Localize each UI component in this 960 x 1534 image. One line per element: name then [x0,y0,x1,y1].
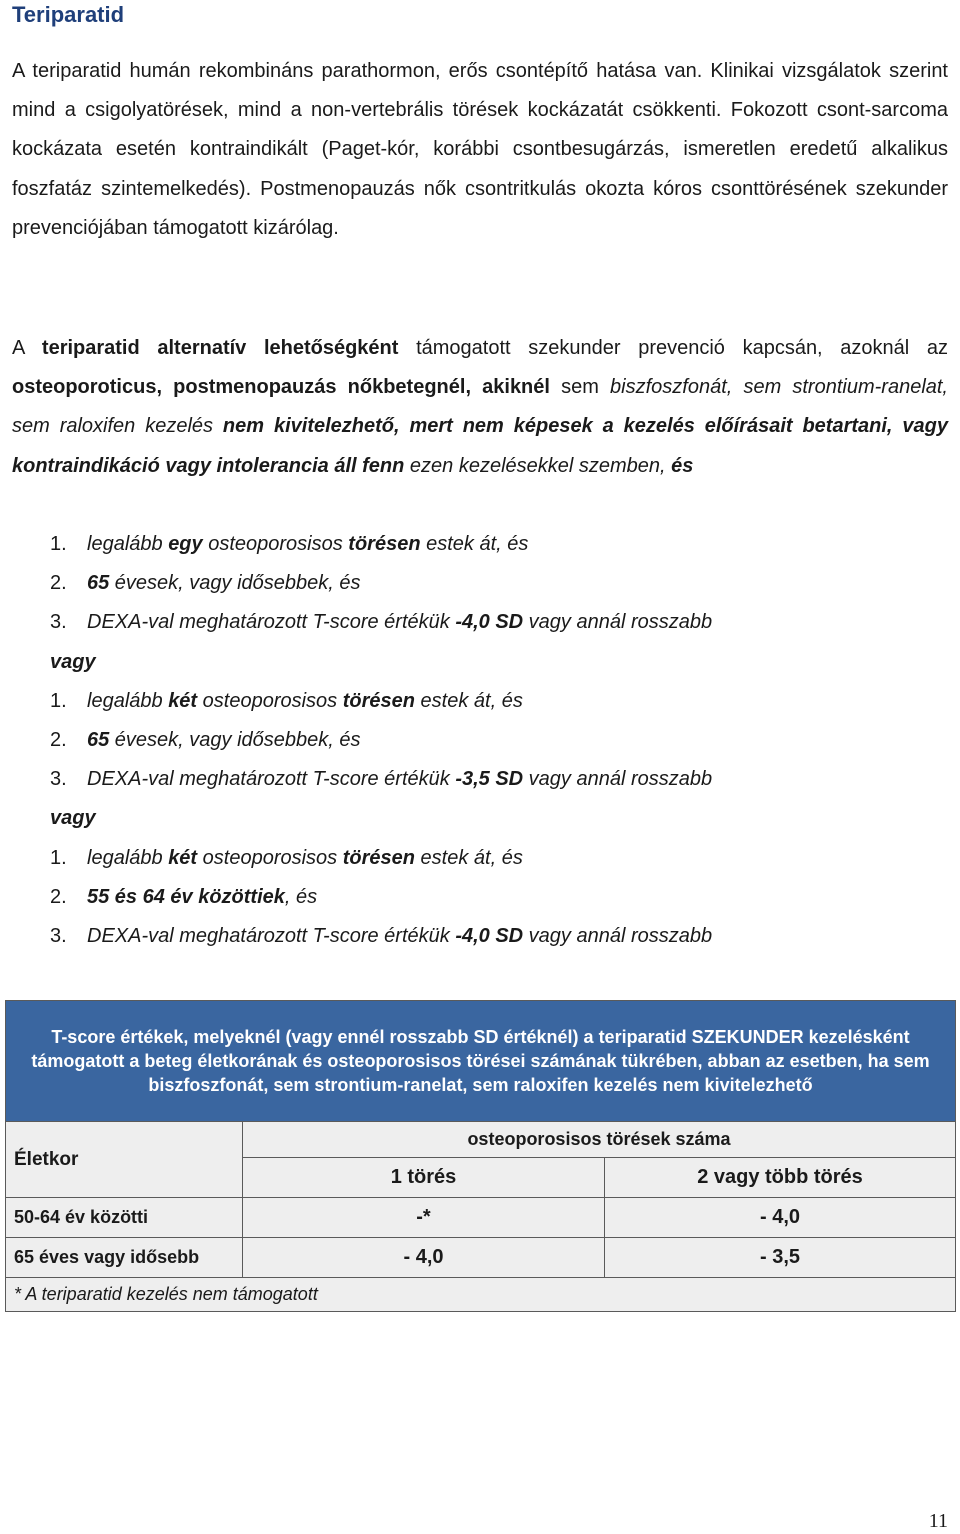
text-run: egy [168,533,203,555]
eligibility-paragraph [12,329,948,486]
text-run: 65 [87,728,110,751]
text-run: törésen [342,689,415,712]
text-run: -4,0 SD [455,924,524,947]
list-item [50,682,930,721]
text-run: két [168,689,198,712]
or-separator [50,799,930,838]
text-run: legalább [87,846,169,869]
text-run: -4,0 SD [455,611,524,634]
list-number: 2. [50,885,67,908]
list-number: 2. [50,728,67,751]
text-run: legalább [87,533,169,555]
row-header-age: Életkor [6,1122,243,1198]
text-run: sem [549,376,611,399]
text-run-italic: ezen kezelésekkel szemben, [404,454,672,477]
text-run: vagy [50,807,96,830]
col-header-1: 1 törés [243,1158,605,1198]
text-run: osteoporosisos [197,846,343,869]
group-header: osteoporosisos törések száma [243,1122,956,1158]
list-number: 1. [50,533,67,555]
text-run: DEXA-val meghatározott T-score értékük [87,924,456,947]
text-run: osteoporosisos [202,533,349,555]
text-run: osteoporosisos [197,689,343,712]
list-number: 3. [50,768,67,791]
text-run: vagy annál rosszabb [523,768,713,791]
table-cell: - 4,0 [243,1238,605,1278]
text-run: A [12,337,42,359]
list-number: 3. [50,924,67,947]
text-run-bold: teriparatid alternatív lehetőségként [41,337,399,359]
list-item [50,917,930,956]
text-run: törésen [342,846,415,869]
list-number: 2. [50,572,67,595]
table-cell: - 3,5 [605,1238,956,1278]
intro-paragraph: A teriparatid humán rekombináns parathormon, erős csontépítő hatása van. Klinikai vizsgálatok szerint mind a csigolyatörések, mind a non-vertebrális törések kockázatát csökkenti. Fokozott csont-sarcoma kockázata esetén kontraindikált (Paget-kór, korábbi csontbesugárzás, ismeretlen eredetű alkalikus foszfatáz szintemelkedés). Postmenopauzás nők csontritkulás okozta kóros csonttörésének szekunder prevenciójában támogatott kizárólag. [12,60,948,239]
text-run-bold-italic: nem kivitelezhető, mert nem képesek a kezelés előírásait betartani, vagy kontraindikáció vagy intolerancia áll fenn [12,415,948,477]
table-cell: -* [243,1198,605,1238]
table-row [6,1198,956,1238]
text-run: legalább [87,689,169,712]
table-cell: - 4,0 [605,1198,956,1238]
list-item [50,721,930,760]
table-row [6,1238,956,1278]
tscore-table [5,1000,956,1312]
text-run: DEXA-val meghatározott T-score értékük [87,611,456,634]
text-run: vagy [50,650,96,673]
text-run: évesek, vagy idősebbek, és [109,572,361,595]
list-item [50,525,930,564]
or-separator [50,643,930,682]
text-run: -3,5 SD [455,768,524,791]
list-item [50,603,930,642]
criteria-list [50,525,930,956]
list-item [50,878,930,917]
list-number: 3. [50,611,67,634]
text-run: DEXA-val meghatározott T-score értékük [87,768,456,791]
list-number: 1. [50,689,67,712]
list-number: 1. [50,846,67,869]
page-title: Teriparatid [12,2,125,27]
list-item [50,760,930,799]
text-run: két [168,846,198,869]
text-run: estek át, és [420,533,529,555]
text-run: 55 és 64 év közöttiek [87,885,285,908]
text-run: törésen [348,533,421,555]
text-run: estek át, és [414,846,523,869]
text-run: , és [284,885,318,908]
list-item [50,839,930,878]
table-caption: T-score értékek, melyeknél (vagy ennél rosszabb SD értéknél) a teriparatid SZEKUNDER kezelésként támogatott a beteg életkorának és osteoporosisos törései számának tükrében, abban az esetben, ha sem biszfoszfonát, sem strontium-ranelat, sem raloxifen kezelés nem kivitelezhető [6,1001,956,1122]
list-item [50,564,930,603]
text-run: 65 [87,572,110,595]
text-run: támogatott szekunder prevenció kapcsán, azoknál az [398,337,948,359]
row-label: 50-64 év közötti [6,1198,243,1238]
row-label: 65 éves vagy idősebb [6,1238,243,1278]
text-run-bold-italic: és [671,454,694,477]
text-run: évesek, vagy idősebbek, és [109,728,361,751]
page-number: 11 [928,1510,948,1532]
text-run-italic: biszfoszfonát, sem strontium-ranelat, sem raloxifen kezelés [12,376,948,438]
text-run: vagy annál rosszabb [523,611,713,634]
text-run: vagy annál rosszabb [523,924,713,947]
text-run: estek át, és [414,689,523,712]
col-header-2: 2 vagy több törés [605,1158,956,1198]
table-footnote: * A teriparatid kezelés nem támogatott [6,1278,956,1312]
text-run-bold: osteoporoticus, postmenopauzás nőkbetegnél, akiknél [12,376,550,399]
